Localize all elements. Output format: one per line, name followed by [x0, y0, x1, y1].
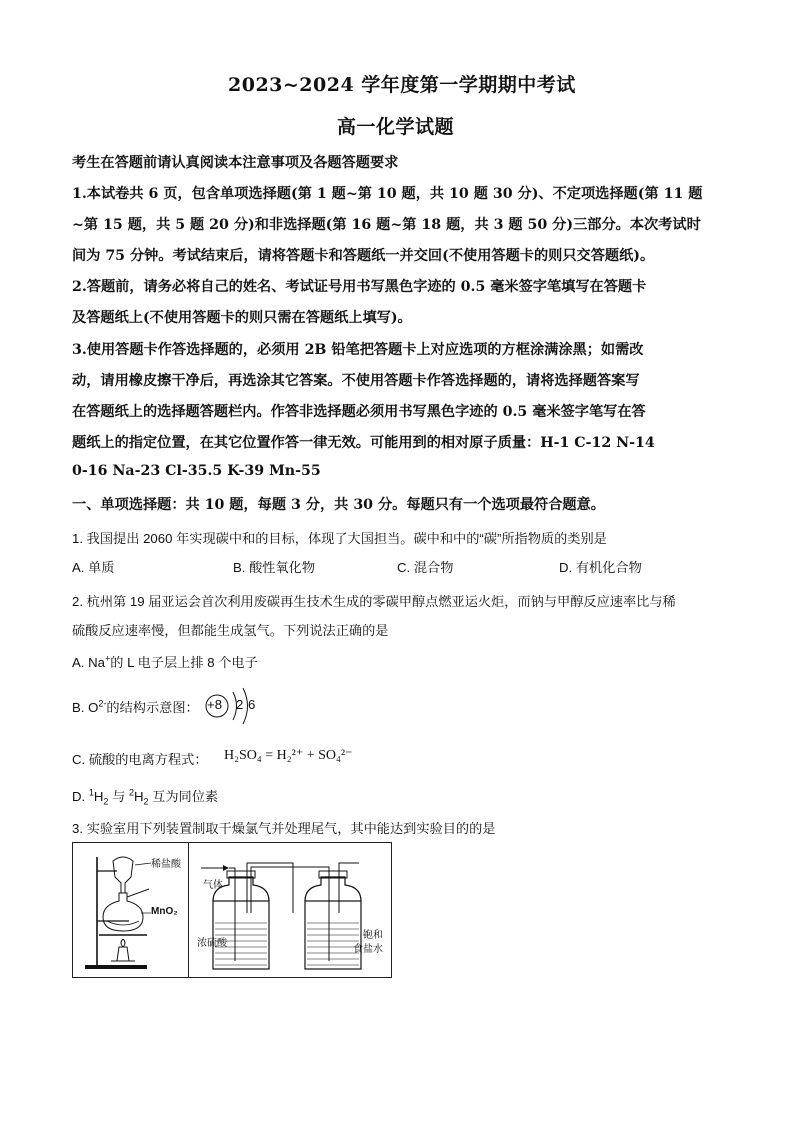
mass-number-superscript: 2: [128, 787, 134, 798]
atom-count-subscript: 2: [103, 796, 109, 807]
q2-option-b-text: 的结构示意图：: [106, 700, 199, 715]
label-saturated: 饱和: [363, 930, 383, 941]
label-dilute-hcl: 稀盐酸: [151, 859, 181, 870]
instruction-line: 题纸上的指定位置，在其它位置作答一律无效。可能用到的相对原子质量：H-1 C-12 N-14: [72, 435, 655, 451]
instruction-line: 3.使用答题卡作答选择题的，必须用 2B 铅笔把答题卡上对应选项的方框涂满涂黑；如需改: [72, 342, 644, 358]
gas-washing-bottles-diagram: [189, 843, 391, 977]
exam-title: 2023~2024 学年度第一学期期中考试: [228, 74, 576, 96]
q1-option-c: C. 混合物: [397, 560, 454, 575]
label-conc-sulfuric-acid: 浓硫酸: [197, 938, 227, 949]
apparatus-figure: [72, 842, 392, 978]
charge-superscript: +: [104, 653, 111, 664]
q1-option-a: A. 单质: [72, 560, 115, 575]
question-1-stem: 1. 我国提出 2060 年实现碳中和的目标，体现了大国担当。碳中和中的“碳”所指物质的类别是: [72, 531, 607, 546]
atom-count-subscript: 2: [143, 796, 149, 807]
atom-shell-1-count: 2: [236, 697, 244, 712]
section-heading: 一、单项选择题：共 10 题，每题 3 分，共 30 分。每题只有一个选项最符合题意。: [72, 497, 605, 513]
exam-subtitle: 高一化学试题: [337, 116, 455, 138]
element-symbol: H: [133, 789, 144, 804]
instruction-line: 1.本试卷共 6 页，包含单项选择题(第 1 题~第 10 题，共 10 题 30 分)、不定项选择题(第 11 题: [72, 186, 703, 202]
q2-option-a: [72, 652, 258, 671]
instruction-line: 0-16 Na-23 Cl-35.5 K-39 Mn-55: [72, 463, 321, 479]
instruction-line: ~第 15 题，共 5 题 20 分)和非选择题(第 16 题~第 18 题，共 3 题 50 分)三部分。本次考试时: [72, 217, 701, 233]
q2-option-a-prefix: A. Na: [72, 655, 105, 670]
label-brine: 食盐水: [353, 944, 383, 955]
atom-nucleus-label: +8: [207, 697, 223, 712]
question-2-stem-line2: 硫酸反应速率慢，但都能生成氢气。下列说法正确的是: [72, 623, 389, 638]
q2-option-b: [72, 697, 199, 716]
instruction-line: 及答题纸上(不使用答题卡的则只需在答题纸上填写)。: [72, 310, 412, 326]
q2-option-d-prefix: D.: [72, 789, 89, 804]
instruction-line: 在答题纸上的选择题答题栏内。作答非选择题必须用书写黑色字迹的 0.5 毫米签字笔写在答: [72, 404, 646, 420]
ionization-equation: H₂SO₄ = H₂²⁺ + SO₄²⁻: [224, 748, 353, 763]
question-2-stem-line1: 2. 杭州第 19 届亚运会首次利用废碳再生技术生成的零碳甲醇点燃亚运火炬，而钠与甲醇反应速率比与稀: [72, 594, 676, 609]
instruction-line: 间为 75 分钟。考试结束后，请将答题卡和答题纸一并交回(不使用答题卡的则只交答题纸)。: [72, 248, 655, 264]
label-mno2: MnO₂: [151, 906, 178, 917]
instruction-line: 动，请用橡皮擦干净后，再选涂其它答案。不使用答题卡作答选择题的，请将选择题答案写: [72, 373, 640, 389]
element-symbol: H: [93, 789, 104, 804]
q2-option-d-text: 互为同位素: [148, 789, 219, 804]
q2-option-b-prefix: B. O: [72, 700, 99, 715]
instruction-line: 2.答题前，请务必将自己的姓名、考试证号用书写黑色字迹的 0.5 毫米签字笔填写在答题卡: [72, 279, 647, 295]
question-3-stem: 3. 实验室用下列装置制取干燥氯气并处理尾气，其中能达到实验目的的是: [72, 821, 496, 836]
q1-option-d: D. 有机化合物: [559, 560, 642, 575]
label-gas: 气体: [203, 880, 223, 891]
charge-superscript: 2-: [98, 698, 107, 709]
q2-option-d: [72, 786, 218, 807]
atom-shell-2-count: 6: [248, 697, 256, 712]
q1-option-b: B. 酸性氧化物: [233, 560, 316, 575]
mass-number-superscript: 1: [88, 787, 94, 798]
q2-option-a-text: 的 L 电子层上排 8 个电子: [110, 655, 258, 670]
instructions-heading: 考生在答题前请认真阅读本注意事项及各题答题要求: [72, 155, 399, 171]
q2-option-c: C. 硫酸的电离方程式：: [72, 752, 208, 767]
connector-text: 与: [108, 789, 129, 804]
